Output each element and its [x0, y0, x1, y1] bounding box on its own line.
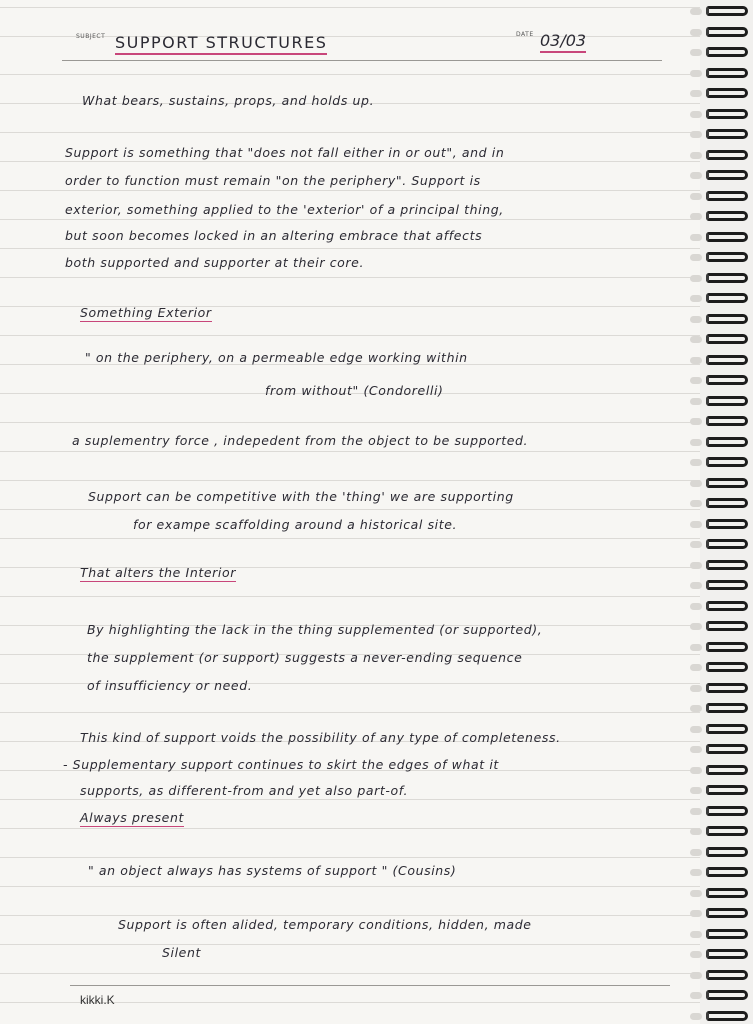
spiral-ring — [706, 109, 748, 119]
binding-hole — [690, 869, 702, 876]
spiral-ring — [706, 662, 748, 672]
binding-hole — [690, 336, 702, 343]
note-line: - Supplementary support continues to skirt the edges of what it — [63, 757, 499, 772]
binding-hole — [690, 828, 702, 835]
binding-hole — [690, 213, 702, 220]
spiral-ring — [706, 888, 748, 898]
section-heading: Always present — [80, 810, 184, 825]
spiral-ring — [706, 191, 748, 201]
binding-hole — [690, 172, 702, 179]
section-heading: That alters the Interior — [80, 565, 236, 580]
spiral-ring — [706, 88, 748, 98]
binding-hole — [690, 111, 702, 118]
binding-hole — [690, 972, 702, 979]
binding-hole — [690, 849, 702, 856]
binding-hole — [690, 254, 702, 261]
quote-line: " an object always has systems of support " (Cousins) — [88, 863, 457, 878]
note-line: order to function must remain "on the periphery". Support is — [65, 173, 481, 188]
spiral-ring — [706, 949, 748, 959]
note-line: a suplementry force , indepedent from the object to be supported. — [72, 433, 529, 448]
spiral-ring — [706, 396, 748, 406]
spiral-ring — [706, 150, 748, 160]
page-date: 03/03 — [540, 31, 586, 53]
spiral-ring — [706, 519, 748, 529]
binding-hole — [690, 521, 702, 528]
binding-hole — [690, 8, 702, 15]
spiral-ring — [706, 990, 748, 1000]
date-label: DATE — [516, 31, 534, 38]
binding-hole — [690, 152, 702, 159]
spiral-ring — [706, 560, 748, 570]
binding-hole — [690, 49, 702, 56]
binding-hole — [690, 705, 702, 712]
note-line: Silent — [162, 945, 201, 960]
brand-logo: kikki.K — [80, 993, 115, 1007]
spiral-ring — [706, 929, 748, 939]
binding-hole — [690, 439, 702, 446]
spiral-ring — [706, 232, 748, 242]
note-line: What bears, sustains, props, and holds up. — [82, 93, 375, 108]
spiral-ring — [706, 539, 748, 549]
spiral-ring — [706, 908, 748, 918]
note-line: but soon becomes locked in an altering embrace that affects — [65, 228, 483, 243]
binding-hole — [690, 562, 702, 569]
spiral-ring — [706, 416, 748, 426]
note-line: Support can be competitive with the 'thing' we are supporting — [88, 489, 514, 504]
binding-hole — [690, 357, 702, 364]
spiral-ring — [706, 375, 748, 385]
spiral-ring — [706, 580, 748, 590]
spiral-ring — [706, 806, 748, 816]
binding-hole — [690, 951, 702, 958]
spiral-ring — [706, 826, 748, 836]
binding-hole — [690, 377, 702, 384]
binding-hole — [690, 316, 702, 323]
binding-hole — [690, 418, 702, 425]
spiral-ring — [706, 273, 748, 283]
binding-hole — [690, 193, 702, 200]
binding-hole — [690, 623, 702, 630]
binding-hole — [690, 459, 702, 466]
note-line: exterior, something applied to the 'exterior' of a principal thing, — [65, 202, 504, 217]
spiral-ring — [706, 252, 748, 262]
spiral-ring — [706, 355, 748, 365]
footer-rule — [70, 985, 670, 986]
binding-hole — [690, 746, 702, 753]
spiral-ring — [706, 601, 748, 611]
binding-hole — [690, 910, 702, 917]
binding-hole — [690, 275, 702, 282]
quote-line: " on the periphery, on a permeable edge working within — [85, 350, 468, 365]
binding-hole — [690, 931, 702, 938]
binding-hole — [690, 582, 702, 589]
binding-hole — [690, 70, 702, 77]
section-heading: Something Exterior — [80, 305, 212, 320]
header-rule — [62, 60, 662, 61]
spiral-ring — [706, 314, 748, 324]
spiral-ring — [706, 498, 748, 508]
binding-hole — [690, 295, 702, 302]
spiral-ring — [706, 621, 748, 631]
binding-hole — [690, 808, 702, 815]
spiral-ring — [706, 785, 748, 795]
binding-hole — [690, 767, 702, 774]
note-line: By highlighting the lack in the thing supplemented (or supported), — [87, 622, 543, 637]
spiral-ring — [706, 642, 748, 652]
binding-hole — [690, 480, 702, 487]
spiral-ring — [706, 437, 748, 447]
binding-hole — [690, 890, 702, 897]
quote-line: from without" (Condorelli) — [265, 383, 444, 398]
spiral-ring — [706, 129, 748, 139]
spiral-ring — [706, 1011, 748, 1021]
spiral-ring — [706, 47, 748, 57]
note-line: This kind of support voids the possibility of any type of completeness. — [80, 730, 561, 745]
spiral-ring — [706, 703, 748, 713]
binding-hole — [690, 664, 702, 671]
binding-hole — [690, 1013, 702, 1020]
binding-hole — [690, 603, 702, 610]
note-line: supports, as different-from and yet also part-of. — [80, 783, 409, 798]
binding-hole — [690, 131, 702, 138]
binding-hole — [690, 90, 702, 97]
spiral-ring — [706, 683, 748, 693]
binding-hole — [690, 541, 702, 548]
spiral-ring — [706, 334, 748, 344]
binding-hole — [690, 726, 702, 733]
spiral-ring — [706, 293, 748, 303]
note-line: of insufficiency or need. — [87, 678, 253, 693]
note-line: the supplement (or support) suggests a never-ending sequence — [87, 650, 523, 665]
binding-hole — [690, 992, 702, 999]
binding-hole — [690, 234, 702, 241]
binding-hole — [690, 787, 702, 794]
binding-hole — [690, 685, 702, 692]
spiral-ring — [706, 6, 748, 16]
binding-hole — [690, 644, 702, 651]
binding-hole — [690, 500, 702, 507]
spiral-ring — [706, 970, 748, 980]
spiral-ring — [706, 867, 748, 877]
spiral-ring — [706, 457, 748, 467]
spiral-ring — [706, 724, 748, 734]
spiral-ring — [706, 68, 748, 78]
spiral-ring — [706, 744, 748, 754]
page-title: SUPPORT STRUCTURES — [115, 33, 327, 55]
binding-hole — [690, 29, 702, 36]
note-line: Support is often alided, temporary conditions, hidden, made — [118, 917, 532, 932]
spiral-ring — [706, 211, 748, 221]
subject-label: SUBJECT — [76, 33, 106, 40]
spiral-ring — [706, 847, 748, 857]
note-line: for exampe scaffolding around a historical site. — [133, 517, 458, 532]
binding-hole — [690, 398, 702, 405]
spiral-ring — [706, 478, 748, 488]
note-line: both supported and supporter at their core. — [65, 255, 365, 270]
spiral-ring — [706, 27, 748, 37]
spiral-ring — [706, 170, 748, 180]
note-line: Support is something that "does not fall either in or out", and in — [65, 145, 505, 160]
spiral-ring — [706, 765, 748, 775]
